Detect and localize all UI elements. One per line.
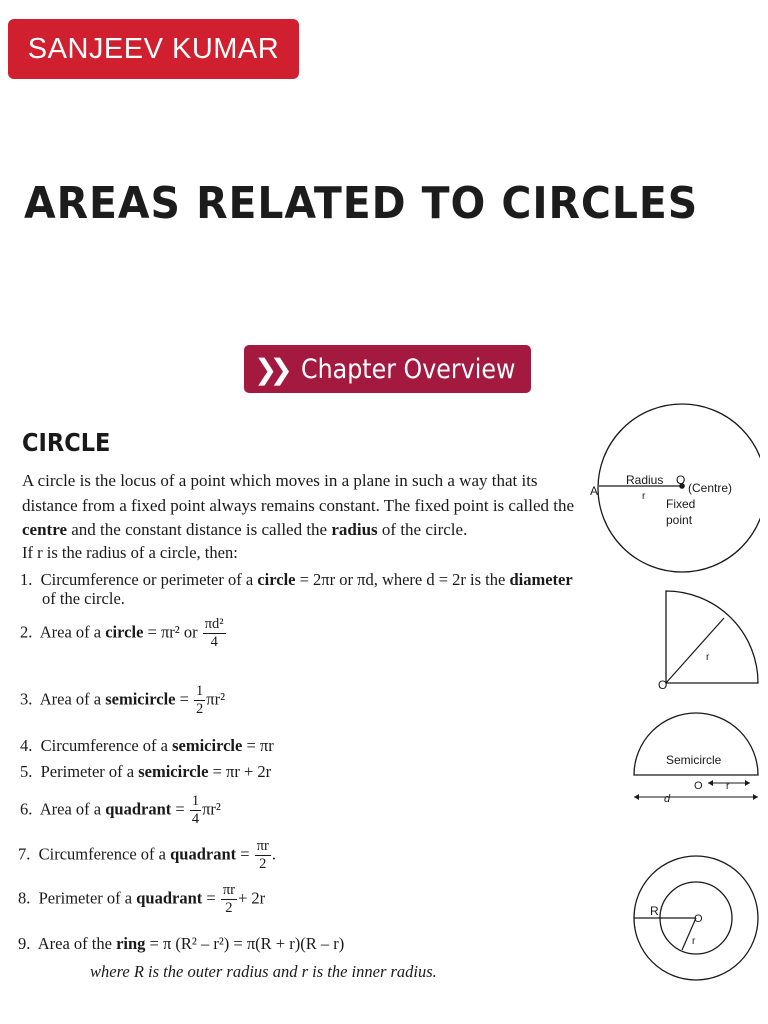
fraction: $\frac{1}{4}$ [191,793,200,827]
list-item: 4. Circumference of a semicircle = πr [20,736,274,755]
list-item: 6. Area of a quadrant = $\frac{1}{4}$ πr² [20,793,221,827]
section-heading: CIRCLE [22,428,111,457]
list-item: 7. Circumference of a quadrant = $\frac{\pi r}{2}$ . [18,838,276,872]
ring-diagram [630,850,760,1000]
label-o: O [694,913,703,925]
label-r: r [642,491,646,502]
label-centre: (Centre) [688,481,733,495]
fraction: $\frac{\pi r}{2}$ [256,838,269,872]
circle-outline [598,404,760,572]
semicircle-diagram [628,703,762,807]
quadrant-radius [666,618,724,683]
label-a: A [590,484,599,498]
label-r: r [726,781,730,792]
quadrant-diagram [656,585,762,691]
term-centre: centre [22,520,67,539]
label-o: O [676,473,686,487]
list-item: 3. Area of a semicircle = $\frac{1}{2}$ πr² [20,683,226,717]
intro-line-3-end: of the circle. [377,520,468,539]
label-r: r [692,936,696,947]
list-item: 2. Area of a circle = πr² or $\frac{\text{πd²}}{4}$ [20,616,224,650]
label-d: d [664,793,671,805]
label-r: r [706,652,710,663]
list-item: 5. Perimeter of a semicircle = πr + 2r [20,762,272,781]
fraction: $\frac{1}{2}$ [196,683,204,717]
list-item: 9. Area of the ring = π (R² – r²) = π(R + r)(R – r) [18,934,345,953]
quadrant-outline [666,591,758,683]
label-fixed: Fixed [666,497,696,511]
if-line: If r is the radius of a circle, then: [22,543,238,562]
author-badge [8,19,299,79]
label-point: point [666,513,693,527]
list-item: 1. Circumference or perimeter of a circle = 2πr or πd, where d = 2r is the diameter [20,570,573,589]
list-item: 8. Perimeter of a quadrant = $\frac{\pi r}{2}$ + 2r [18,882,266,916]
circle-diagram [590,400,760,580]
label-o: O [658,678,668,691]
fraction: $\frac{\text{πd²}}{4}$ [204,616,224,650]
intro-line-3 [22,519,467,541]
author-name: SANJEEV KUMAR [27,32,280,65]
intro-line-1: A circle is the locus of a point which moves in a plane in such a way that its [22,471,538,490]
chapter-overview-badge [244,345,531,393]
label-o: O [694,780,703,792]
label-semicircle: Semicircle [666,753,722,767]
where-note: where R is the outer radius and r is the inner radius. [90,962,437,981]
intro-line-2: distance from a fixed point always remains constant. The fixed point is called the [22,496,575,515]
fraction: $\frac{\pi r}{2}$ [222,882,235,916]
chapter-overview-label: Chapter Overview [300,353,516,385]
chapter-title: AREAS RELATED TO CIRCLES [24,178,699,229]
label-radius: Radius [626,473,664,487]
term-radius: radius [331,520,378,539]
list-item-continuation: of the circle. [42,589,125,608]
chevron-double-right-icon: ❯❯ [254,352,285,386]
intro-line-3-text: and the constant distance is called the [67,520,332,539]
label-R: R [650,904,659,918]
